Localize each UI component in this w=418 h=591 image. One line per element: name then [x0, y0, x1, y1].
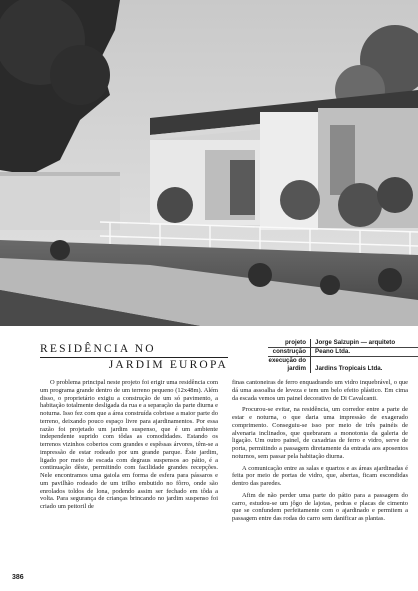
credit-row [268, 339, 418, 347]
credit-label: execução do jardim [268, 357, 311, 373]
title-line-2: JARDIM EUROPA [108, 359, 228, 371]
credit-label: projeto [268, 339, 311, 347]
paragraph: finas cantoneiras de ferro enquadrando um vidro inquebrável, o que dá uma assoalha de leveza e tem um belo efeito plástico. Em cima da escada vemos um painel decorativo de Di Cavalcanti. [232, 379, 408, 402]
article-title [40, 341, 230, 373]
credit-label: construção [268, 348, 311, 356]
paragraph: A comunicação entre as salas e quartos e as áreas ajardinadas é feita por meio de portas de vidro, que, abertas, ficam escondidas dentro das paredes. [232, 464, 408, 487]
paragraph: Procurou-se evitar, na residência, um corredor entre a parte de estar e noturna, o que daria uma impressão de exagerado comprimento. Conseguiu-se isso por meio de três painéis de alvenaria inclinados, que quebraram a monotonia da galeria de ligação. Um outro painel, de caxadrias de ferro e vidro, serve de porta, permitindo a passagem diretamente da entrada aos aposentos noturnos, sem passar pela habitação diurna. [232, 406, 408, 460]
credit-value: Jorge Salzupin — arquiteto [315, 339, 396, 346]
text-column-left [40, 379, 218, 511]
credit-row [268, 357, 418, 373]
credit-value: Jardins Tropicais Ltda. [315, 365, 383, 372]
paragraph: O problema principal neste projeto foi erigir uma residência com um programa grande dentro de um terreno pequeno (12x48m). Além disso, o proprietário exigiu a construção de um só pavimento, a habitação totalmente desligada da rua e a separação da parte diurna e noturna. Isso fez com que a área construída cobrisse a maior parte do terreno, deixando pouco espaço livre para ajardinamentos. Por essa razão foi projetado um jardim suspenso, que é um ambiente independente suprido com tôdas as comodidades. Estando os terrenos vizinhos cobertos com grandes e espêssas árvores, têm-se a impressão de estar rodeado por um grande parque. Êste jardim, ligado por meio de escada com degraus suspensos ao pátio, é a continuação dêste, permitindo com facilidade grandes recepções. Nele encontramos uma gaiola em forma de esfera para pássaros e um pavilhão rodeado de um trilho embutido no fôrro, onde são enrolados toldos de lona, podendo assim ser fechado em tôda a volta. Para segurança de crianças brincando no jardim suspenso foi criado um peitoril de [40, 379, 218, 510]
title-rule [40, 357, 228, 358]
credit-value: Peano Ltda. [315, 348, 351, 355]
credit-row [268, 348, 418, 356]
text-column-right [232, 379, 408, 523]
paragraph: Afim de não perder uma parte do pátio para a passagem do carro, estudou-se um jôgo de lajotas, pedras e placas de cimento que se confundem perfeitamente com o ajardinado e permitem a passagem entre das rodas do carro sem danificar as plantas. [232, 491, 408, 522]
title-line-1: RESIDÊNCIA NO [40, 343, 156, 355]
page-number: 386 [12, 574, 24, 581]
credits-table [268, 339, 418, 373]
